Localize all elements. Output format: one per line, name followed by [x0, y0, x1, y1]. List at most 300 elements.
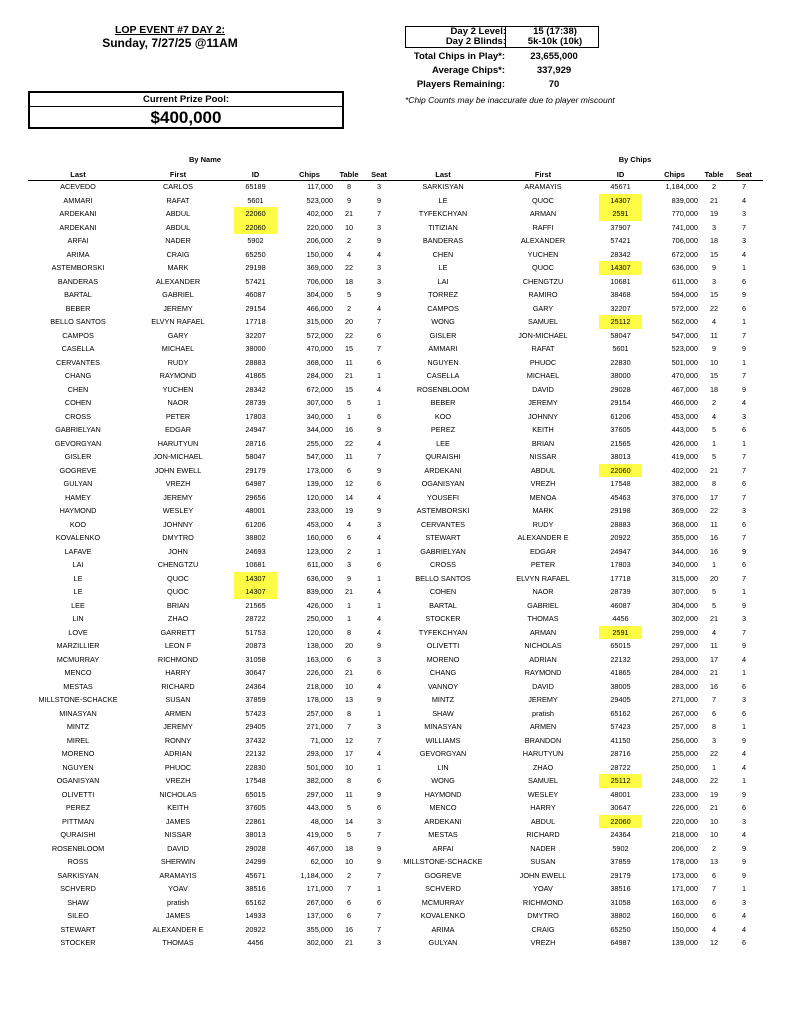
cell-table: 2 — [346, 303, 352, 313]
cell-id: 29656 — [245, 492, 266, 502]
cell-last: BEBER — [430, 398, 456, 407]
cell-seat: 4 — [376, 587, 382, 596]
cell-table: 5 — [711, 587, 717, 596]
column-header-last: Last — [435, 170, 451, 179]
cell-id: 17548 — [245, 776, 266, 785]
cell-table: 20 — [709, 573, 719, 583]
cell-first: RAFFI — [532, 222, 554, 232]
cell-last: MINASYAN — [59, 708, 97, 718]
cell-chips: 297,000 — [671, 641, 698, 650]
cell-first: YOAV — [533, 884, 553, 893]
cell-first: DAVID — [532, 384, 554, 394]
cell-last: SARKISYAN — [57, 870, 99, 880]
cell-chips: 501,000 — [306, 762, 333, 772]
cell-last: CROSS — [65, 411, 91, 421]
cell-seat: 3 — [376, 816, 382, 826]
event-date: Sunday, 7/27/25 @11AM — [102, 36, 238, 50]
cell-last: ARDEKANI — [59, 222, 97, 232]
cell-id: 24947 — [610, 546, 631, 556]
cell-seat: 3 — [741, 816, 747, 826]
cell-chips: 302,000 — [671, 614, 698, 623]
stat-players-remaining — [405, 79, 599, 91]
cell-chips: 255,000 — [306, 438, 333, 448]
cell-id: 22861 — [245, 816, 266, 826]
cell-table: 19 — [709, 789, 719, 799]
cell-seat: 4 — [741, 398, 747, 407]
cell-last: KOVALENKO — [55, 533, 101, 542]
cell-id: 5601 — [247, 195, 264, 205]
cell-table: 6 — [346, 465, 352, 475]
cell-seat: 3 — [741, 614, 747, 623]
cell-chips: 369,000 — [306, 263, 333, 272]
cell-chips: 470,000 — [306, 344, 333, 353]
cell-first: JON-MICHAEL — [153, 452, 203, 461]
cell-id: 37859 — [245, 695, 266, 704]
cell-id: 38802 — [610, 911, 631, 920]
cell-id: 14307 — [234, 572, 277, 586]
cell-first: QUOC — [532, 263, 554, 272]
cell-id: 20922 — [610, 533, 631, 542]
cell-first: NADER — [165, 236, 191, 245]
cell-seat: 9 — [376, 789, 382, 799]
cell-chips: 572,000 — [306, 330, 333, 340]
cell-first: MARK — [532, 506, 554, 515]
cell-id: 14933 — [245, 911, 266, 920]
cell-seat: 6 — [741, 519, 747, 529]
cell-table: 14 — [344, 492, 354, 502]
cell-table: 18 — [344, 843, 354, 853]
cell-seat: 9 — [741, 857, 747, 866]
cell-chips: 443,000 — [306, 803, 333, 812]
cell-chips: 340,000 — [671, 560, 698, 569]
cell-first: CRAIG — [166, 249, 190, 259]
cell-seat: 7 — [376, 317, 382, 326]
cell-first: ABDUL — [165, 209, 191, 218]
cell-first: NAOR — [167, 398, 189, 407]
cell-first: ABDUL — [530, 465, 556, 475]
cell-id: 29405 — [245, 722, 266, 731]
cell-chips: 672,000 — [671, 249, 698, 259]
cell-chips: 467,000 — [671, 384, 698, 394]
cell-chips: 839,000 — [671, 195, 698, 205]
cell-last: ARIMA — [66, 249, 90, 259]
cell-first: ZHAO — [532, 762, 554, 772]
cell-seat: 1 — [376, 884, 382, 893]
cell-chips: 501,000 — [671, 357, 698, 367]
cell-seat: 1 — [376, 708, 382, 718]
cell-table: 21 — [344, 587, 354, 596]
cell-seat: 4 — [376, 303, 382, 313]
cell-last: BEBER — [65, 303, 91, 313]
cell-chips: 257,000 — [306, 708, 333, 718]
cell-last: AMMARI — [428, 344, 458, 353]
cell-id: 25112 — [599, 774, 642, 788]
cell-first: JOHN EWELL — [154, 465, 202, 475]
cell-first: SHERWIN — [160, 857, 196, 866]
cell-last: ARFAI — [432, 843, 454, 853]
cell-chips: 315,000 — [306, 317, 333, 326]
cell-table: 1 — [711, 560, 717, 569]
cell-first: QUOC — [167, 587, 189, 596]
cell-table: 15 — [709, 249, 719, 259]
cell-seat: 7 — [741, 222, 747, 232]
cell-table: 8 — [711, 479, 717, 488]
cell-seat: 6 — [741, 276, 747, 286]
cell-last: MILLSTONE-SCHACKE — [38, 695, 118, 704]
cell-seat: 1 — [376, 762, 382, 772]
cell-chips: 48,000 — [310, 816, 333, 826]
cell-first: ELVYN RAFAEL — [516, 573, 570, 583]
cell-chips: 250,000 — [306, 614, 333, 623]
cell-first: ALEXANDER — [520, 236, 566, 245]
cell-last: STEWART — [60, 924, 96, 934]
cell-last: QURAISHI — [425, 452, 461, 461]
cell-first: ALEXANDER E — [152, 924, 204, 934]
cell-table: 7 — [711, 695, 717, 704]
cell-first: WESLEY — [527, 789, 559, 799]
cell-table: 17 — [709, 654, 719, 664]
cell-first: GARRETT — [160, 627, 196, 637]
cell-id: 29028 — [245, 843, 266, 853]
cell-chips: 297,000 — [306, 789, 333, 799]
cell-id: 38468 — [610, 290, 631, 299]
cell-first: JOHN EWELL — [519, 870, 567, 880]
cell-table: 21 — [344, 668, 354, 677]
cell-chips: 304,000 — [306, 290, 333, 299]
cell-first: VREZH — [530, 938, 556, 947]
cell-seat: 3 — [741, 695, 747, 704]
cell-seat: 1 — [376, 546, 382, 556]
cell-id: 29198 — [610, 506, 631, 515]
cell-seat: 4 — [376, 627, 382, 637]
cell-id: 51753 — [245, 627, 266, 637]
cell-last: MESTAS — [63, 681, 93, 691]
cell-table: 16 — [709, 546, 719, 556]
cell-seat: 1 — [741, 776, 747, 785]
cell-seat: 4 — [741, 924, 747, 934]
cell-last: PEREZ — [430, 425, 456, 434]
cell-id: 28739 — [245, 398, 266, 407]
cell-id: 10681 — [245, 560, 266, 569]
cell-last: CERVANTES — [56, 357, 100, 367]
cell-first: JOHN — [168, 546, 188, 556]
cell-id: 57421 — [610, 236, 631, 245]
cell-first: BRANDON — [524, 735, 562, 745]
cell-seat: 6 — [376, 803, 382, 812]
cell-seat: 7 — [741, 533, 747, 542]
cell-seat: 1 — [376, 371, 382, 380]
cell-table: 12 — [709, 938, 719, 947]
cell-table: 9 — [711, 263, 717, 272]
cell-chips: 257,000 — [671, 722, 698, 731]
cell-seat: 6 — [376, 479, 382, 488]
cell-seat: 9 — [741, 870, 747, 880]
cell-chips: 706,000 — [306, 276, 333, 286]
cell-last: SCHVERD — [425, 884, 461, 893]
cell-id: 29154 — [245, 303, 266, 313]
cell-seat: 9 — [376, 695, 382, 704]
cell-last: MILLSTONE-SCHACKE — [403, 857, 483, 866]
cell-table: 22 — [709, 506, 719, 515]
cell-seat: 3 — [376, 263, 382, 272]
cell-seat: 4 — [376, 749, 382, 758]
cell-last: VANNOY — [427, 681, 459, 691]
cell-first: MICHAEL — [526, 371, 560, 380]
cell-last: LIN — [72, 614, 84, 623]
cell-seat: 9 — [376, 465, 382, 475]
cell-last: ROSS — [67, 857, 89, 866]
cell-last: SILEO — [67, 911, 89, 920]
cell-last: CAMPOS — [427, 303, 459, 313]
cell-table: 5 — [711, 425, 717, 434]
column-header-id: ID — [251, 170, 260, 179]
cell-last: LOVE — [68, 627, 88, 637]
cell-last: LAI — [437, 276, 449, 286]
cell-seat: 9 — [376, 506, 382, 515]
cell-first: RICHARD — [161, 681, 195, 691]
header-divider — [28, 180, 763, 181]
cell-chips: 470,000 — [671, 371, 698, 380]
cell-last: HAYMOND — [424, 789, 462, 799]
cell-chips: 206,000 — [306, 236, 333, 245]
cell-chips: 467,000 — [306, 843, 333, 853]
cell-chips: 120,000 — [306, 492, 333, 502]
cell-chips: 271,000 — [671, 695, 698, 704]
cell-id: 24947 — [245, 425, 266, 434]
cell-id: 65189 — [245, 182, 266, 191]
cell-table: 16 — [709, 681, 719, 691]
cell-chips: 368,000 — [671, 519, 698, 529]
cell-last: BANDERAS — [422, 236, 464, 245]
cell-id: 38516 — [245, 884, 266, 893]
cell-first: ARMEN — [164, 708, 192, 718]
cell-first: BRIAN — [531, 438, 555, 448]
cell-seat: 9 — [376, 236, 382, 245]
cell-first: WESLEY — [162, 506, 194, 515]
cell-id: 22830 — [245, 762, 266, 772]
cell-last: WONG — [431, 776, 455, 785]
cell-id: 38516 — [610, 884, 631, 893]
cell-last: CERVANTES — [421, 519, 465, 529]
cell-last: HAYMOND — [59, 506, 97, 515]
cell-id: 28722 — [610, 762, 631, 772]
cell-first: ARAMAYIS — [524, 182, 562, 191]
cell-last: BELLO SANTOS — [415, 573, 471, 583]
cell-seat: 3 — [741, 411, 747, 421]
stat-value: 23,655,000 — [530, 51, 578, 62]
cell-last: CHANG — [429, 668, 457, 677]
cell-table: 5 — [711, 600, 717, 610]
cell-table: 8 — [711, 722, 717, 731]
cell-id: 45463 — [610, 492, 631, 502]
cell-id: 29179 — [610, 870, 631, 880]
cell-chips: 741,000 — [671, 222, 698, 232]
cell-id: 37859 — [610, 857, 631, 866]
cell-chips: 160,000 — [671, 911, 698, 920]
cell-first: ARMAN — [529, 209, 557, 218]
cell-first: ABDUL — [165, 222, 191, 232]
cell-seat: 6 — [741, 803, 747, 812]
cell-chips: 466,000 — [306, 303, 333, 313]
cell-table: 2 — [711, 843, 717, 853]
cell-table: 6 — [346, 897, 352, 907]
cell-chips: 419,000 — [306, 830, 333, 839]
cell-id: 29179 — [245, 465, 266, 475]
cell-id: 38802 — [245, 533, 266, 542]
cell-chips: 120,000 — [306, 627, 333, 637]
cell-seat: 9 — [741, 641, 747, 650]
cell-last: LE — [438, 195, 448, 205]
cell-last: SHAW — [432, 708, 454, 718]
cell-table: 1 — [711, 762, 717, 772]
cell-table: 10 — [709, 357, 719, 367]
cell-id: 28883 — [245, 357, 266, 367]
cell-table: 16 — [344, 425, 354, 434]
cell-id: 45671 — [610, 182, 631, 191]
cell-first: SAMUEL — [527, 317, 558, 326]
cell-chips: 283,000 — [671, 681, 698, 691]
cell-seat: 7 — [741, 627, 747, 637]
cell-first: RAFAT — [531, 344, 555, 353]
cell-chips: 1,184,000 — [665, 182, 698, 191]
cell-chips: 611,000 — [672, 276, 698, 286]
cell-id: 14307 — [599, 194, 642, 208]
cell-last: MARZILLIER — [56, 641, 100, 650]
cell-table: 21 — [709, 614, 719, 623]
cell-seat: 4 — [741, 762, 747, 772]
cell-id: 45671 — [245, 870, 266, 880]
cell-seat: 4 — [376, 614, 382, 623]
cell-first: BRIAN — [166, 600, 190, 610]
cell-chips: 250,000 — [671, 762, 698, 772]
cell-table: 20 — [344, 641, 354, 650]
cell-seat: 7 — [741, 330, 747, 340]
cell-id: 5902 — [247, 236, 264, 245]
cell-first: RAMIRO — [528, 290, 558, 299]
cell-table: 2 — [711, 398, 717, 407]
cell-chips: 178,000 — [671, 857, 698, 866]
cell-seat: 6 — [741, 560, 747, 569]
cell-table: 7 — [346, 884, 352, 893]
cell-first: GABRIEL — [527, 600, 559, 610]
cell-table: 1 — [346, 614, 352, 623]
column-header-seat: Seat — [371, 170, 387, 179]
cell-chips: 233,000 — [306, 506, 333, 515]
cell-table: 15 — [344, 384, 354, 394]
cell-table: 6 — [711, 897, 717, 907]
cell-table: 2 — [346, 546, 352, 556]
cell-id: 28739 — [610, 587, 631, 596]
cell-seat: 6 — [741, 479, 747, 488]
cell-seat: 4 — [376, 438, 382, 448]
blinds-label: Day 2 Blinds: — [445, 36, 506, 47]
cell-first: CHENGTZU — [157, 560, 199, 569]
cell-last: CHEN — [67, 384, 89, 394]
cell-first: RICHMOND — [522, 897, 564, 907]
cell-chips: 307,000 — [671, 587, 698, 596]
stat-total-chips — [405, 51, 599, 63]
cell-first: THOMAS — [162, 938, 194, 947]
cell-first: LEON F — [164, 641, 192, 650]
column-header-seat: Seat — [736, 170, 752, 179]
cell-chips: 368,000 — [306, 357, 333, 367]
cell-table: 18 — [709, 236, 719, 245]
cell-table: 6 — [711, 708, 717, 718]
cell-seat: 6 — [741, 708, 747, 718]
cell-table: 15 — [709, 371, 719, 380]
cell-table: 9 — [346, 573, 352, 583]
cell-seat: 1 — [741, 357, 747, 367]
cell-id: 10681 — [610, 276, 631, 286]
cell-id: 32207 — [610, 303, 631, 313]
cell-chips: 453,000 — [306, 519, 333, 529]
cell-last: CROSS — [430, 560, 456, 569]
cell-id: 61206 — [610, 411, 631, 421]
stat-label: Total Chips in Play*: — [413, 51, 505, 62]
cell-first: KEITH — [167, 803, 189, 812]
cell-id: 5601 — [612, 344, 629, 353]
cell-chips: 163,000 — [306, 654, 333, 664]
prize-pool-box — [28, 91, 344, 129]
cell-seat: 4 — [741, 749, 747, 758]
cell-seat: 4 — [741, 911, 747, 920]
cell-first: YUCHEN — [162, 384, 194, 394]
cell-first: JAMES — [165, 816, 191, 826]
cell-chips: 426,000 — [306, 600, 333, 610]
cell-id: 46087 — [610, 600, 631, 610]
cell-id: 65162 — [610, 708, 631, 718]
cell-table: 21 — [344, 209, 354, 218]
cell-table: 13 — [709, 857, 719, 866]
cell-table: 11 — [345, 357, 353, 367]
cell-last: OGANISYAN — [421, 479, 465, 488]
cell-chips: 355,000 — [671, 533, 698, 542]
cell-table: 8 — [346, 182, 352, 191]
cell-seat: 3 — [741, 897, 747, 907]
cell-seat: 4 — [741, 654, 747, 664]
cell-first: NICHOLAS — [159, 789, 197, 799]
cell-table: 11 — [345, 452, 353, 461]
cell-seat: 1 — [376, 398, 382, 407]
cell-seat: 7 — [741, 492, 747, 502]
cell-last: GOGREVE — [59, 465, 97, 475]
cell-first: SUSAN — [530, 857, 556, 866]
cell-table: 11 — [710, 330, 718, 340]
cell-last: MORENO — [426, 654, 460, 664]
cell-seat: 7 — [741, 452, 747, 461]
cell-id: 31058 — [245, 654, 266, 664]
cell-seat: 7 — [376, 924, 382, 934]
cell-last: LAI — [72, 560, 84, 569]
cell-last: TYFEKCHYAN — [418, 209, 468, 218]
cell-table: 1 — [346, 411, 352, 421]
cell-last: QURAISHI — [60, 830, 96, 839]
cell-id: 22060 — [234, 221, 277, 235]
cell-table: 13 — [344, 695, 354, 704]
chip-count-note: *Chip Counts may be inaccurate due to player miscount — [405, 95, 615, 105]
cell-last: GEVORGYAN — [419, 749, 467, 758]
column-header-table: Table — [339, 170, 359, 179]
cell-first: JEREMY — [528, 695, 558, 704]
cell-first: PHUOC — [164, 762, 192, 772]
cell-first: ZHAO — [167, 614, 189, 623]
cell-table: 8 — [346, 708, 352, 718]
cell-table: 16 — [709, 533, 719, 542]
cell-first: VREZH — [530, 479, 556, 488]
cell-first: NISSAR — [529, 452, 557, 461]
cell-chips: 466,000 — [671, 398, 698, 407]
cell-last: ROSENBLOOM — [416, 384, 470, 394]
